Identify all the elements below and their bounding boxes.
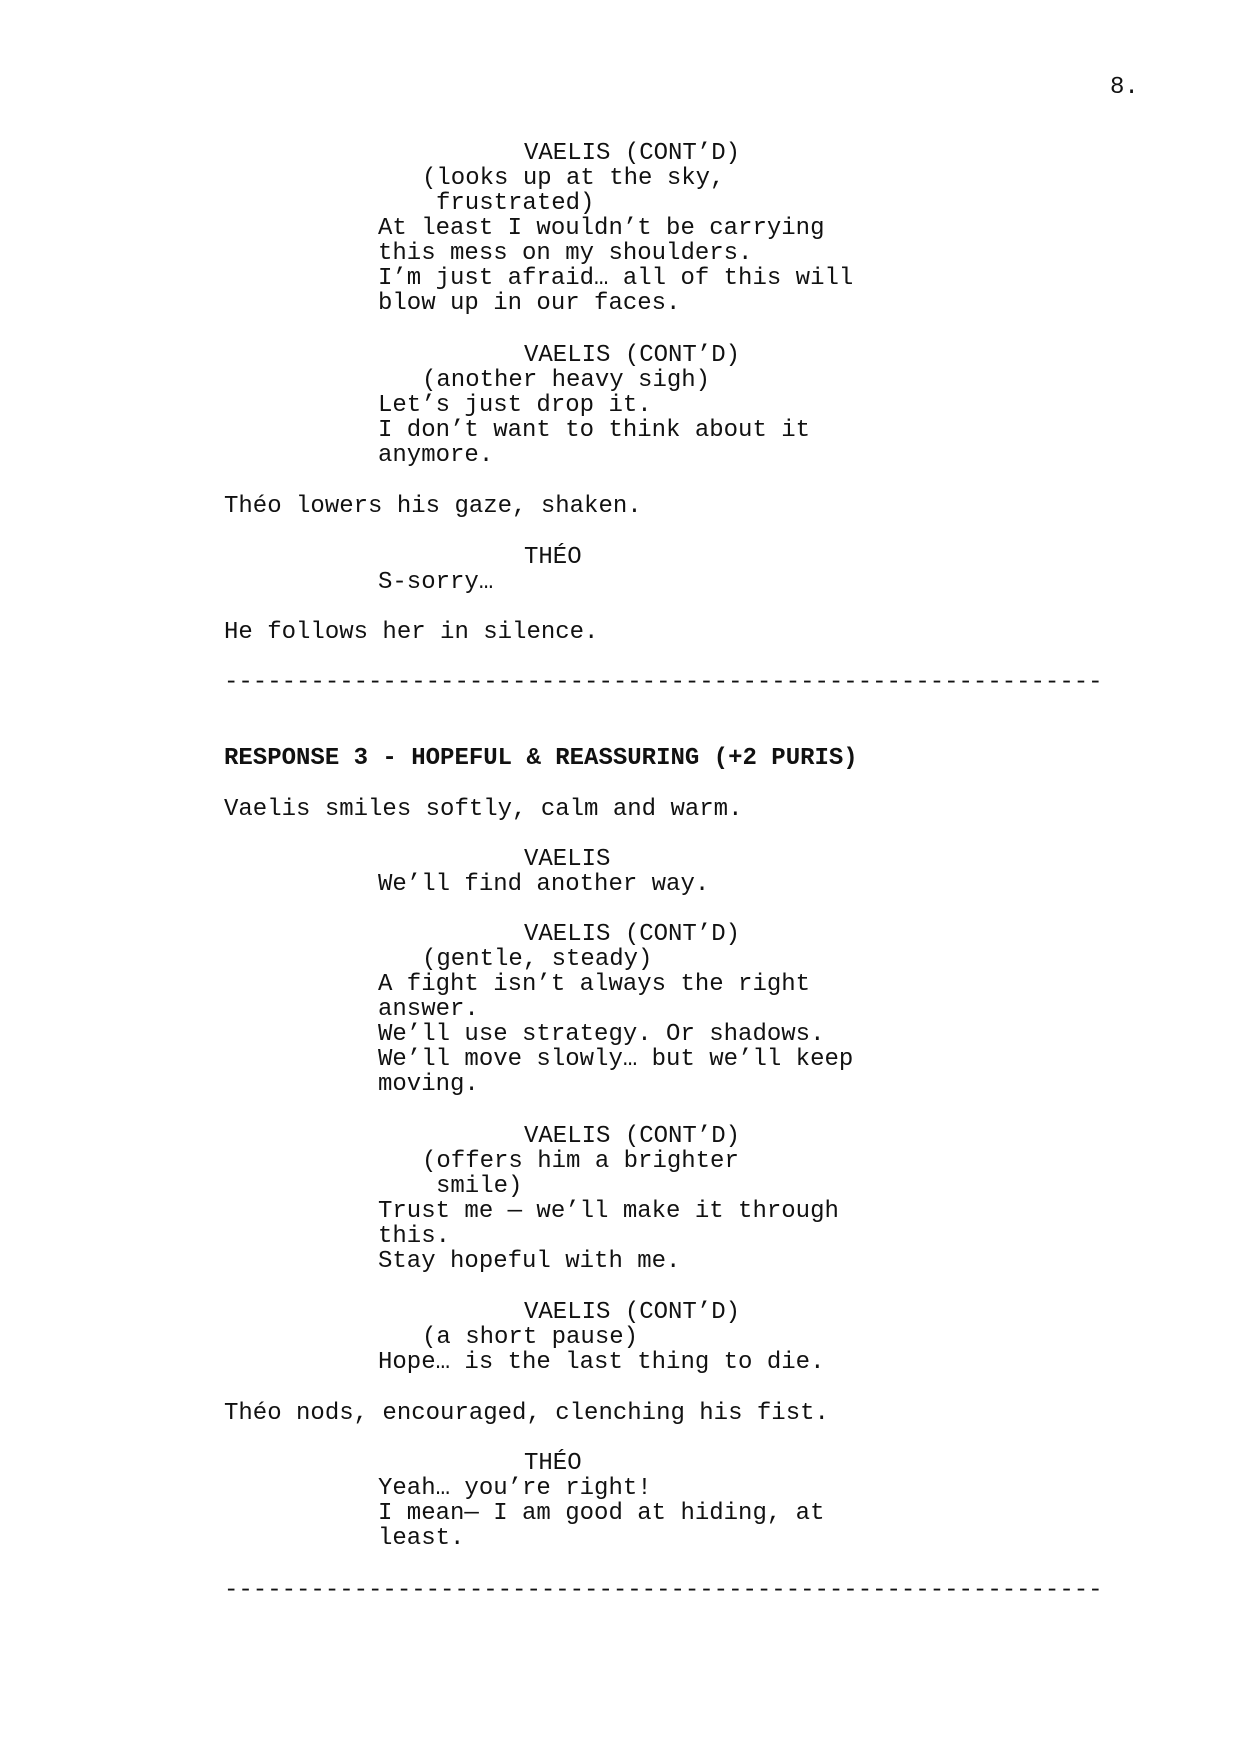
dialogue-line: least. <box>378 1525 465 1552</box>
character-cue: VAELIS (CONT’D) <box>524 1123 741 1150</box>
section-divider: ------------------------------------------------------------- <box>224 669 1103 696</box>
parenthetical: smile) <box>436 1173 523 1200</box>
dialogue-line: We’ll use strategy. Or shadows. <box>378 1021 825 1048</box>
action-line: Vaelis smiles softly, calm and warm. <box>224 796 743 823</box>
dialogue-line: We’ll find another way. <box>378 871 710 898</box>
dialogue-line: anymore. <box>378 442 494 469</box>
parenthetical: (looks up at the sky, <box>422 165 725 192</box>
action-line: He follows her in silence. <box>224 619 599 646</box>
parenthetical: (gentle, steady) <box>422 946 653 973</box>
page-number: 8. <box>1110 74 1139 101</box>
dialogue-line: Yeah… you’re right! <box>378 1475 652 1502</box>
dialogue-line: S-sorry… <box>378 569 494 596</box>
character-cue: VAELIS (CONT’D) <box>524 140 741 167</box>
character-cue: THÉO <box>524 544 582 571</box>
parenthetical: (another heavy sigh) <box>422 367 711 394</box>
parenthetical: (offers him a brighter <box>422 1148 739 1175</box>
parenthetical: frustrated) <box>436 190 595 217</box>
action-line: Théo nods, encouraged, clenching his fist. <box>224 1400 829 1427</box>
character-cue: VAELIS <box>524 846 611 873</box>
dialogue-line: We’ll move slowly… but we’ll keep <box>378 1046 854 1073</box>
dialogue-line: Stay hopeful with me. <box>378 1248 681 1275</box>
dialogue-line: I mean— I am good at hiding, at <box>378 1500 825 1527</box>
character-cue: THÉO <box>524 1450 582 1477</box>
character-cue: VAELIS (CONT’D) <box>524 1299 741 1326</box>
dialogue-line: I don’t want to think about it <box>378 417 811 444</box>
section-divider: ------------------------------------------------------------- <box>224 1577 1103 1604</box>
action-line: Théo lowers his gaze, shaken. <box>224 493 642 520</box>
dialogue-line: Hope… is the last thing to die. <box>378 1349 825 1376</box>
dialogue-line: this. <box>378 1223 451 1250</box>
dialogue-line: this mess on my shoulders. <box>378 240 753 267</box>
dialogue-line: blow up in our faces. <box>378 290 681 317</box>
dialogue-line: answer. <box>378 996 479 1023</box>
character-cue: VAELIS (CONT’D) <box>524 342 741 369</box>
character-cue: VAELIS (CONT’D) <box>524 921 741 948</box>
dialogue-line: moving. <box>378 1071 479 1098</box>
section-heading: RESPONSE 3 - HOPEFUL & REASSURING (+2 PURIS) <box>224 745 858 772</box>
dialogue-line: At least I wouldn’t be carrying <box>378 215 825 242</box>
parenthetical: (a short pause) <box>422 1324 639 1351</box>
dialogue-line: Trust me — we’ll make it through <box>378 1198 839 1225</box>
dialogue-line: I’m just afraid… all of this will <box>378 265 854 292</box>
dialogue-line: A fight isn’t always the right <box>378 971 811 998</box>
dialogue-line: Let’s just drop it. <box>378 392 652 419</box>
